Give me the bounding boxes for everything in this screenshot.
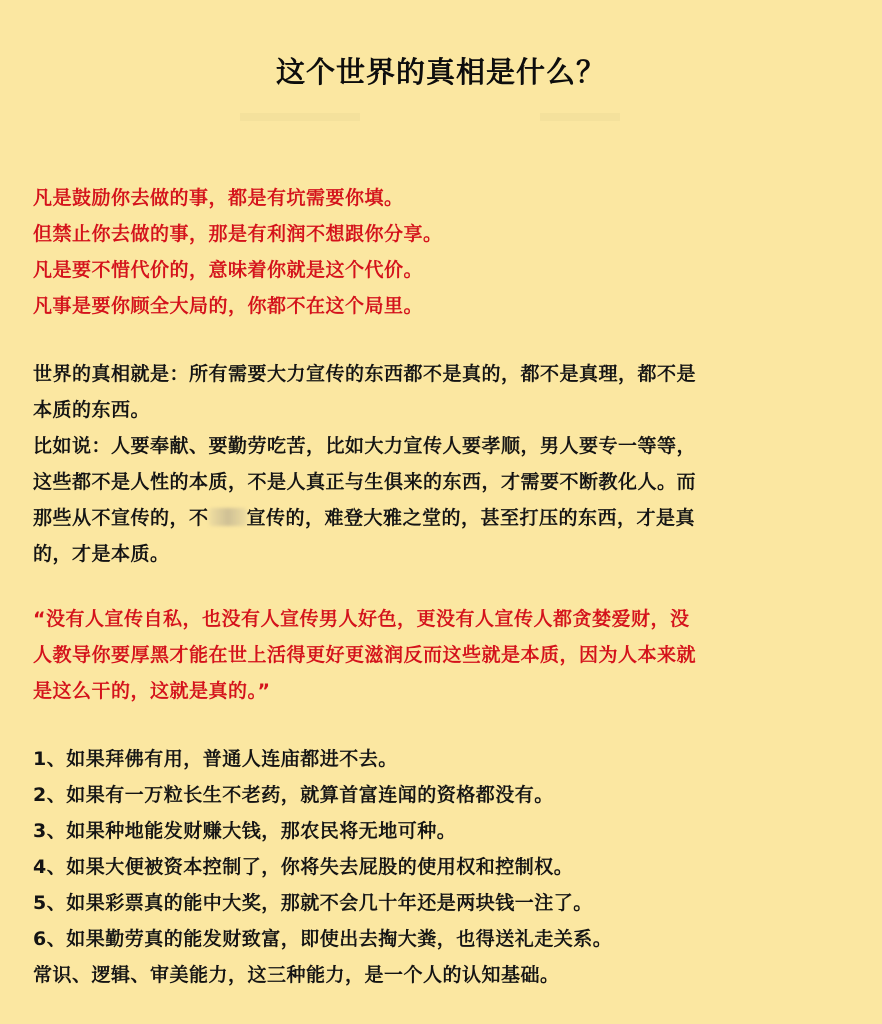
aphorism-line: 凡是要不惜代价的，意味着你就是这个代价。 <box>33 259 424 281</box>
list-item: 5、如果彩票真的能中大奖，那就不会几十年还是两块钱一注了。 <box>33 892 593 914</box>
paragraph-line-part: 宣传的，难登大雅之堂的，甚至打压的东西，才是真 <box>246 507 696 529</box>
blurred-text-mark <box>209 508 247 526</box>
paragraph-line: 这些都不是人性的本质，不是人真正与生俱来的东西，才需要不断教化人。而 <box>33 471 697 493</box>
aphorism-line: 凡事是要你顾全大局的，你都不在这个局里。 <box>33 295 424 317</box>
aphorism-line: 但禁止你去做的事，那是有利润不想跟你分享。 <box>33 223 443 245</box>
truth-paragraph-block <box>33 356 858 572</box>
list-item: 4、如果大便被资本控制了，你将失去屁股的使用权和控制权。 <box>33 856 574 878</box>
numbered-list-block <box>33 741 858 993</box>
list-item: 1、如果拜佛有用，普通人连庙都进不去。 <box>33 748 398 770</box>
faint-divider-left <box>240 113 360 121</box>
paragraph-line-part: 那些从不宣传的，不 <box>33 507 209 529</box>
quote-line: 人教导你要厚黑才能在世上活得更好更滋润反而这些就是本质，因为人本来就 <box>33 644 697 666</box>
paragraph-line <box>33 500 858 536</box>
red-aphorism-block <box>33 180 858 324</box>
page-title: 这个世界的真相是什么？ <box>275 55 606 89</box>
list-item: 2、如果有一万粒长生不老药，就算首富连闻的资格都没有。 <box>33 784 554 806</box>
closing-line: 常识、逻辑、审美能力，这三种能力，是一个人的认知基础。 <box>33 964 560 986</box>
list-item: 3、如果种地能发财赚大钱，那农民将无地可种。 <box>33 820 457 842</box>
faint-divider-right <box>540 113 620 121</box>
list-item: 6、如果勤劳真的能发财致富，即使出去掏大粪，也得送礼走关系。 <box>33 928 613 950</box>
paragraph-line: 本质的东西。 <box>33 399 151 421</box>
red-quote-block <box>33 601 858 709</box>
aphorism-line: 凡是鼓励你去做的事，都是有坑需要你填。 <box>33 187 404 209</box>
paragraph-line: 的，才是本质。 <box>33 543 170 565</box>
quote-line: 是这么干的，这就是真的。” <box>33 680 271 702</box>
paragraph-line: 世界的真相就是：所有需要大力宣传的东西都不是真的，都不是真理，都不是 <box>33 363 697 385</box>
quote-line: “没有人宣传自私，也没有人宣传男人好色，更没有人宣传人都贪婪爱财，没 <box>33 608 690 630</box>
paragraph-line: 比如说：人要奉献、要勤劳吃苦，比如大力宣传人要孝顺，男人要专一等等， <box>33 435 697 457</box>
